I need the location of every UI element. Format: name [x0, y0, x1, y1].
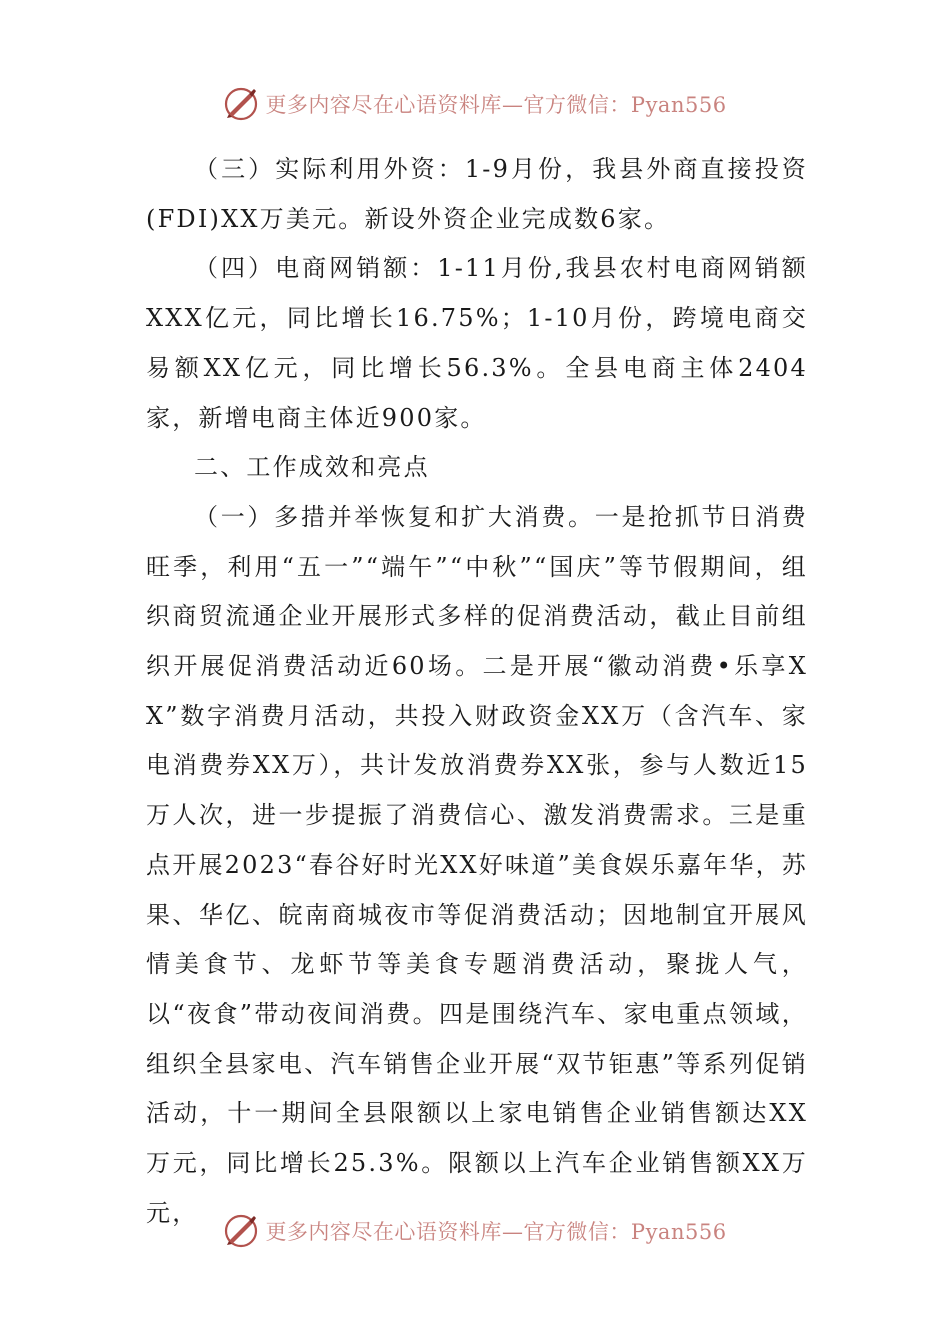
footer-watermark-banner [0, 1211, 950, 1251]
banner-dash: — [501, 1220, 524, 1244]
banner-text [265, 1216, 726, 1246]
banner-wechat: 官方微信：Pyan556 [523, 93, 727, 117]
paragraph-foreign-investment: （三）实际利用外资：1-9月份，我县外商直接投资(FDI)XX万美元。新设外资企业完成数6家。 [146, 155, 808, 233]
banner-site-name: 更多内容尽在心语资料库 [265, 93, 502, 117]
pen-logo-icon [223, 1213, 259, 1249]
section-heading: 二、工作成效和亮点 [194, 453, 430, 482]
banner-text [265, 89, 726, 119]
banner-dash: — [501, 93, 524, 117]
pen-logo-icon [223, 86, 259, 122]
banner-wechat: 官方微信：Pyan556 [523, 1220, 727, 1244]
body-text [146, 145, 808, 1238]
paragraph-ecommerce-sales: （四）电商网销额：1-11月份,我县农村电商网销额XXX亿元，同比增长16.75%；1-10月份，跨境电商交易额XX亿元，同比增长56.3%。全县电商主体2404家，新增电商主体近900家。 [146, 254, 808, 432]
banner-site-name: 更多内容尽在心语资料库 [265, 1220, 502, 1244]
paragraph-consumption-measures: （一）多措并举恢复和扩大消费。一是抢抓节日消费旺季，利用“五一”“端午”“中秋”“国庆”等节假期间，组织商贸流通企业开展形式多样的促消费活动，截止目前组织开展促消费活动近60场。二是开展“徽动消费•乐享XX”数字消费月活动，共投入财政资金XX万（含汽车、家电消费券XX万），共计发放消费券XX张，参与人数近15万人次，进一步提振了消费信心、激发消费需求。三是重点开展2023“春谷好时光XX好味道”美食娱乐嘉年华，苏果、华亿、皖南商城夜市等促消费活动；因地制宜开展风情美食节、龙虾节等美食专题消费活动，聚拢人气，以“夜食”带动夜间消费。四是围绕汽车、家电重点领域，组织全县家电、汽车销售企业开展“双节钜惠”等系列促销活动，十一期间全县限额以上家电销售企业销售额达XX万元，同比增长25.3%。限额以上汽车企业销售额XX万元， [146, 502, 808, 1227]
header-watermark-banner [0, 84, 950, 124]
